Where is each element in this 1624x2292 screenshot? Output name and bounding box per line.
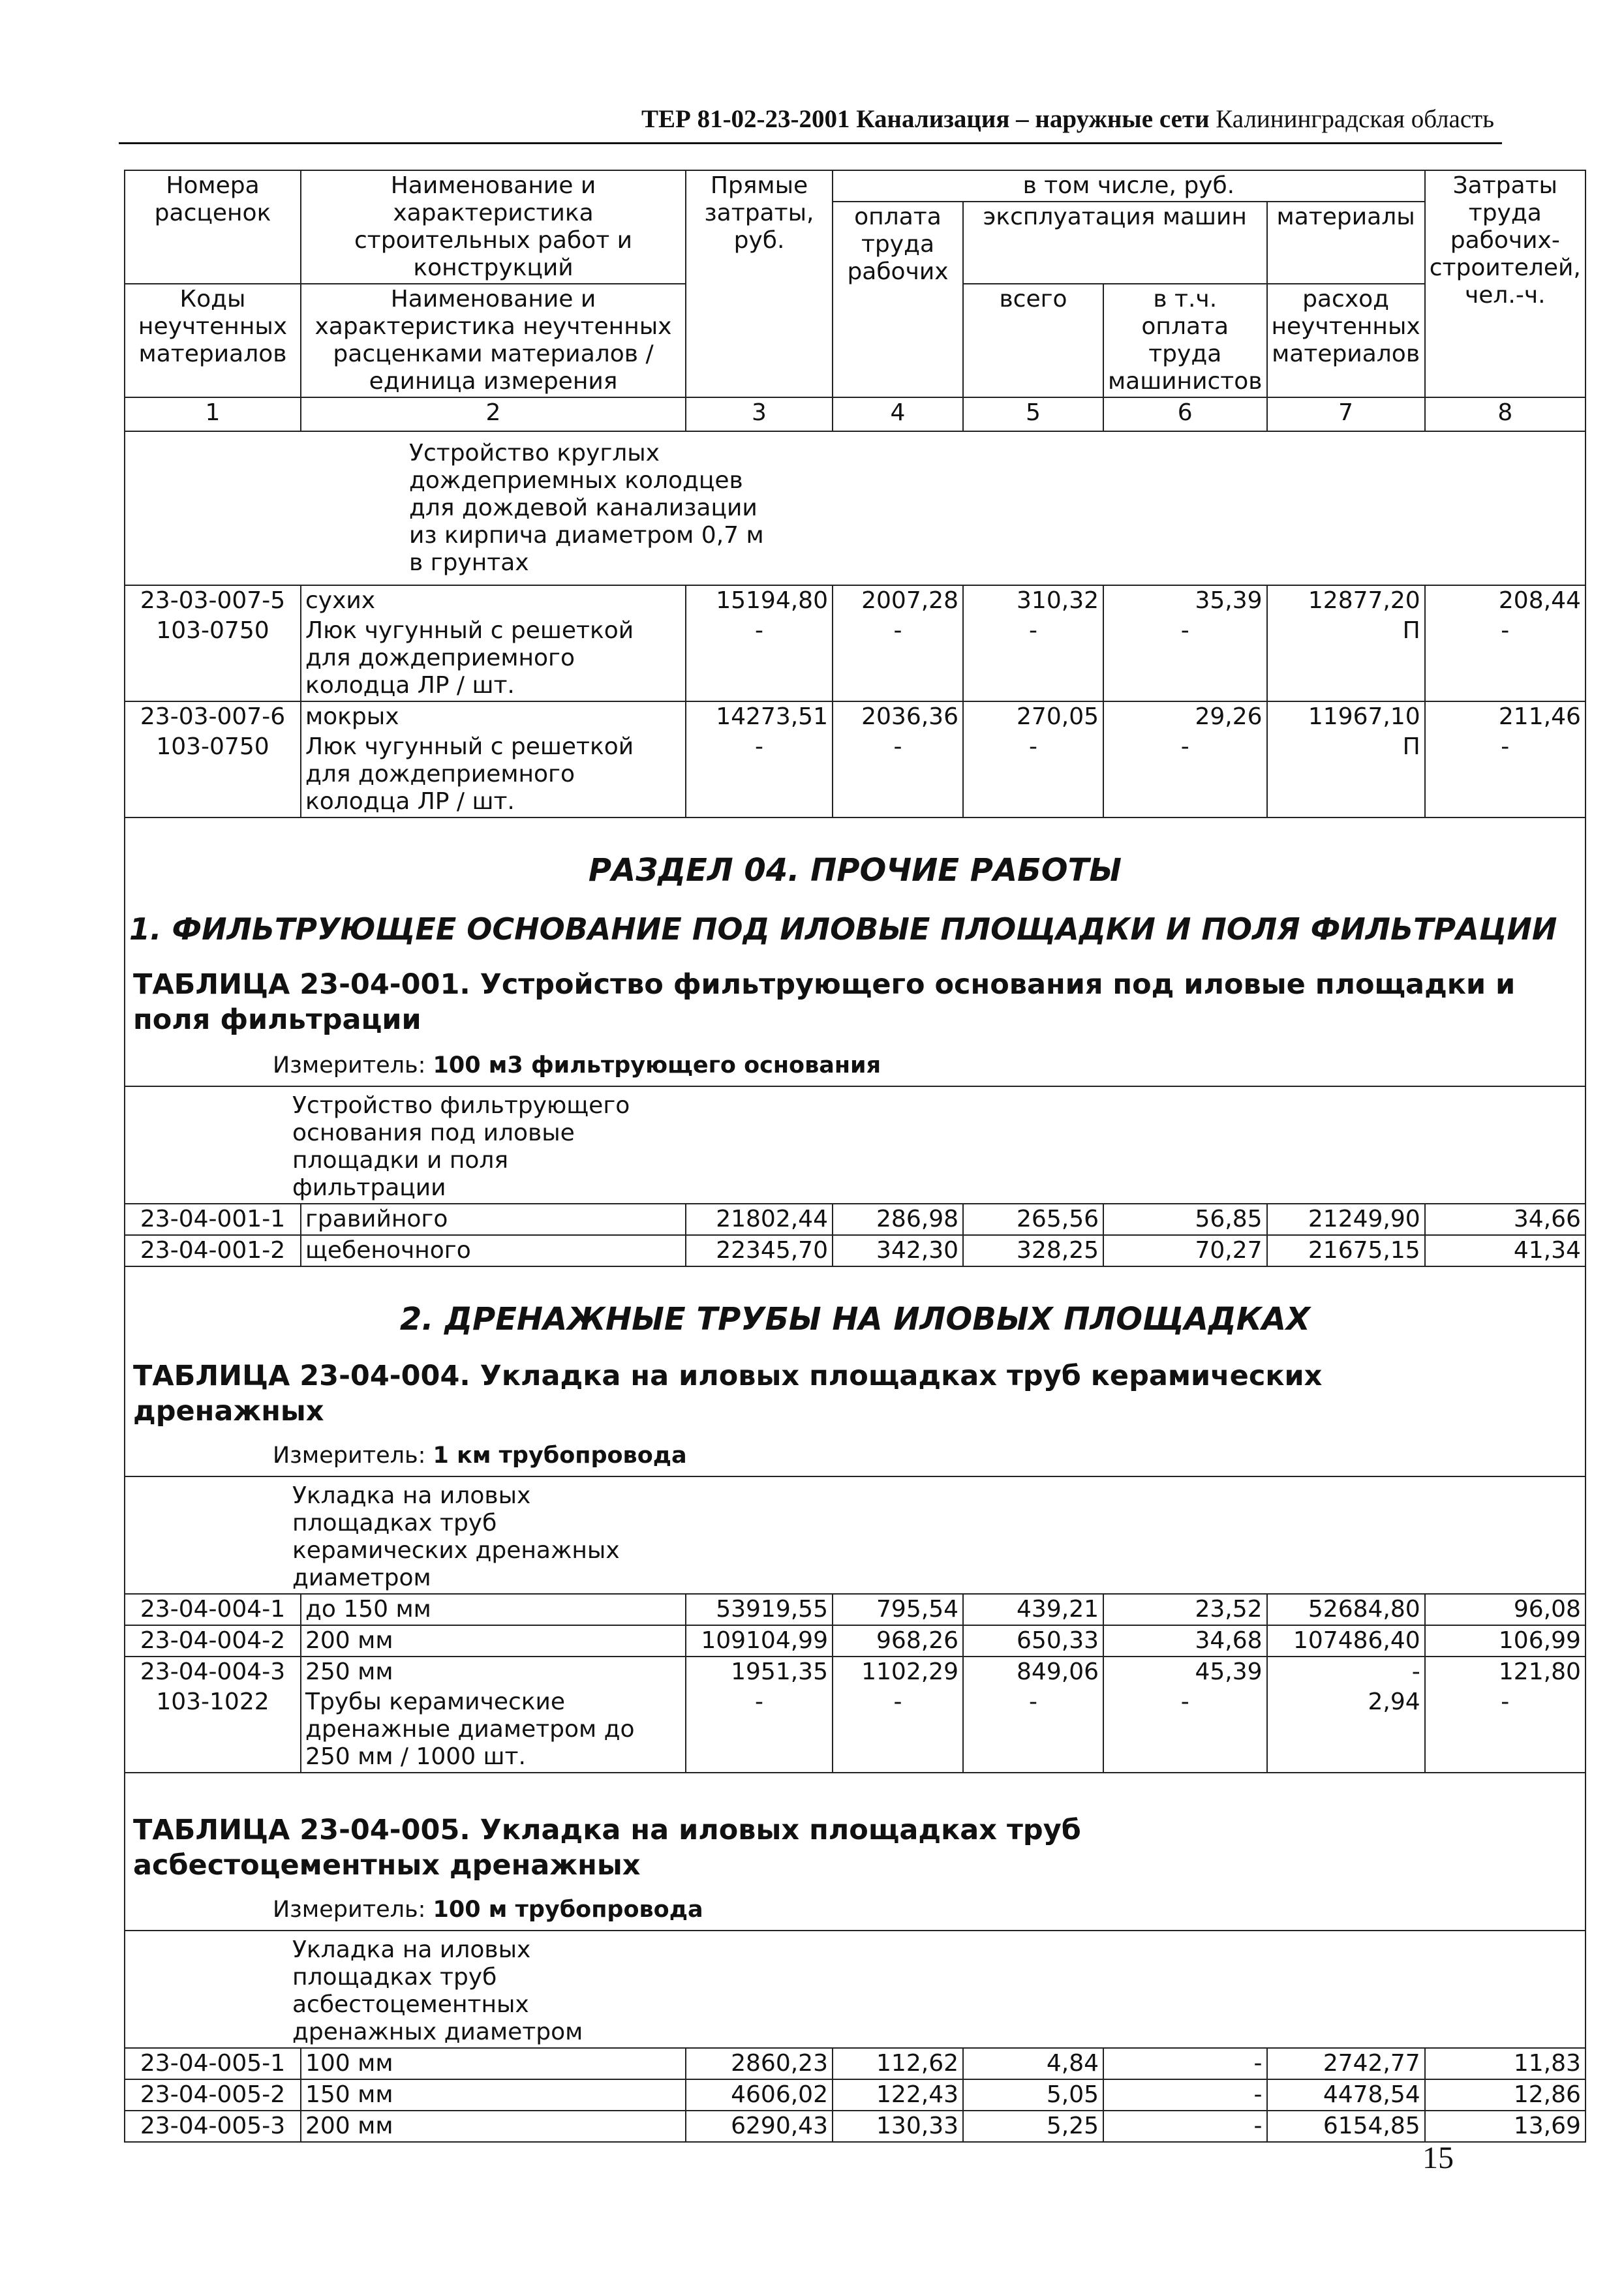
value: 56,85 [1103,1204,1267,1235]
value: 14273,51 [686,701,833,732]
table-description: Укладка на иловых площадках труб керамических дренажных диаметром [292,1482,620,1591]
rate-name: 250 мм [301,1657,686,1687]
value: П [1267,616,1425,701]
value: 41,34 [1425,1235,1586,1266]
section-block [125,1266,1586,1476]
value: 12877,20 [1267,585,1425,616]
col-num: 3 [686,397,833,431]
rate-code: 23-03-007-6 [125,701,301,732]
rate-code: 23-04-004-3 [125,1657,301,1687]
value: 5,25 [963,2111,1103,2142]
col-num: 7 [1267,397,1425,431]
value: 310,32 [963,585,1103,616]
value: - [963,732,1103,817]
section-block [125,817,1586,1086]
rate-name: до 150 мм [301,1594,686,1625]
col-num: 8 [1425,397,1586,431]
table-row [125,1625,1586,1657]
value: 70,27 [1103,1235,1267,1266]
value: 4,84 [963,2048,1103,2079]
measure-label: Измеритель: [273,1897,426,1923]
value: 2742,77 [1267,2048,1425,2079]
col-num: 4 [833,397,963,431]
rate-code: 23-03-007-5 [125,585,301,616]
table-title: ТАБЛИЦА 23-04-004. Укладка на иловых площадках труб керамических дренажных [133,1360,1323,1428]
rate-name: 150 мм [301,2079,686,2111]
table-row [125,585,1586,616]
value: 34,66 [1425,1204,1586,1235]
table-row [125,701,1586,732]
value: 2860,23 [686,2048,833,2079]
table-row [125,2079,1586,2111]
material-name: Люк чугунный с решеткой для дождеприемного колодца ЛР / шт. [301,616,686,701]
value: 45,39 [1103,1657,1267,1687]
value: 21675,15 [1267,1235,1425,1266]
table-row [125,2111,1586,2142]
material-code: 103-0750 [125,732,301,817]
running-header [124,104,1494,144]
value: - [1103,2111,1267,2142]
rate-code: 23-04-001-1 [125,1204,301,1235]
rates-table [124,170,1586,2143]
rate-name: 200 мм [301,1625,686,1657]
value: - [686,1687,833,1773]
value: П [1267,732,1425,817]
value: - [1425,616,1586,701]
section-block [125,1773,1586,1931]
value: 96,08 [1425,1594,1586,1625]
rate-name: щебеночного [301,1235,686,1266]
value: 4606,02 [686,2079,833,2111]
value: 270,05 [963,701,1103,732]
col-num: 6 [1103,397,1267,431]
table-row [125,1235,1586,1266]
column-numbers-row [125,397,1586,431]
value: - [686,616,833,701]
value: - [1425,1687,1586,1773]
doc-code: ТЕР 81-02-23-2001 [641,105,850,133]
col-labor-costs: Затраты труда рабочих-строителей, чел.-ч. [1425,170,1586,397]
material-code: 103-1022 [125,1687,301,1773]
value: 130,33 [833,2111,963,2142]
value: 208,44 [1425,585,1586,616]
col-machine-total: всего [963,284,1103,397]
value: 121,80 [1425,1657,1586,1687]
header-row-1 [125,170,1586,202]
col-direct-costs: Прямые затраты, руб. [686,170,833,397]
rate-code: 23-04-005-1 [125,2048,301,2079]
col-including: в том числе, руб. [833,170,1425,202]
rate-code: 23-04-004-1 [125,1594,301,1625]
col-material-codes: Коды неучтенных материалов [125,284,301,397]
value: 6290,43 [686,2111,833,2142]
rate-code: 23-04-005-3 [125,2111,301,2142]
value: - [833,732,963,817]
rate-name: 200 мм [301,2111,686,2142]
value: 11,83 [1425,2048,1586,2079]
value: - [1103,732,1267,817]
doc-region: Калининградская область [1216,105,1494,133]
value: 35,39 [1103,585,1267,616]
value: - [1267,1657,1425,1687]
measure-line [129,1896,1581,1923]
value: 2,94 [1267,1687,1425,1773]
value: 106,99 [1425,1625,1586,1657]
header-rule [119,142,1502,144]
value: - [833,1687,963,1773]
value: 11967,10 [1267,701,1425,732]
value: 12,86 [1425,2079,1586,2111]
table-row [125,2048,1586,2079]
value: 650,33 [963,1625,1103,1657]
col-rate-numbers: Номера расценок [125,170,301,284]
table-description: Устройство фильтрующего основания под иловые площадки и поля фильтрации [292,1092,630,1201]
value: 29,26 [1103,701,1267,732]
table-row [125,732,1586,817]
value: - [833,616,963,701]
value: 2007,28 [833,585,963,616]
value: - [963,1687,1103,1773]
rate-name: 100 мм [301,2048,686,2079]
value: - [1103,1687,1267,1773]
block1-desc-row [125,431,1586,585]
page-number: 15 [1422,2141,1454,2175]
value: 968,26 [833,1625,963,1657]
table-row [125,1594,1586,1625]
rate-name: сухих [301,585,686,616]
value: 849,06 [963,1657,1103,1687]
table-title: ТАБЛИЦА 23-04-001. Устройство фильтрующего основания под иловые площадки и поля фильтрации [133,968,1516,1036]
value: - [1103,2079,1267,2111]
measure-value: 100 м трубопровода [433,1897,703,1923]
block1-description: Устройство круглых дождеприемных колодцев для дождевой канализации из кирпича диаметром 0,7 м в грунтах [409,440,764,576]
col-material-consumption: расход неучтенных материалов [1267,284,1425,397]
value: 286,98 [833,1204,963,1235]
col-material-name: Наименование и характеристика неучтенных расценками материалов / единица измерения [301,284,686,397]
desc-row [125,1476,1586,1594]
value: - [1103,2048,1267,2079]
table-row [125,616,1586,701]
value: 15194,80 [686,585,833,616]
subsection-title: 1. ФИЛЬТРУЮЩЕЕ ОСНОВАНИЕ ПОД ИЛОВЫЕ ПЛОЩАДКИ И ПОЛЯ ФИЛЬТРАЦИИ [129,911,1557,947]
value: 1102,29 [833,1657,963,1687]
desc-row [125,1931,1586,2048]
table-row [125,1204,1586,1235]
value: - [963,616,1103,701]
value: 13,69 [1425,2111,1586,2142]
value: 1951,35 [686,1657,833,1687]
value: 122,43 [833,2079,963,2111]
col-machinist-pay: в т.ч. оплата труда машинистов [1103,284,1267,397]
rate-code: 23-04-004-2 [125,1625,301,1657]
doc-title: Канализация – наружные сети [856,105,1210,133]
col-worker-pay: оплата труда рабочих [833,202,963,397]
value: 328,25 [963,1235,1103,1266]
value: 23,52 [1103,1594,1267,1625]
value: 21802,44 [686,1204,833,1235]
value: 21249,90 [1267,1204,1425,1235]
value: 6154,85 [1267,2111,1425,2142]
value: 439,21 [963,1594,1103,1625]
rate-code: 23-04-001-2 [125,1235,301,1266]
value: 5,05 [963,2079,1103,2111]
section-title: РАЗДЕЛ 04. ПРОЧИЕ РАБОТЫ [588,852,1122,889]
measure-label: Измеритель: [273,1443,426,1469]
value: - [1103,616,1267,701]
col-work-name: Наименование и характеристика строительных работ и конструкций [301,170,686,284]
value: 107486,40 [1267,1625,1425,1657]
material-name: Люк чугунный с решеткой для дождеприемного колодца ЛР / шт. [301,732,686,817]
measure-value: 1 км трубопровода [433,1443,687,1469]
value: 109104,99 [686,1625,833,1657]
value: 2036,36 [833,701,963,732]
value: 22345,70 [686,1235,833,1266]
measure-value: 100 м3 фильтрующего основания [433,1052,881,1078]
col-machine-operation: эксплуатация машин [963,202,1267,284]
col-num: 2 [301,397,686,431]
material-code: 103-0750 [125,616,301,701]
rate-name: гравийного [301,1204,686,1235]
subsection-title: 2. ДРЕНАЖНЫЕ ТРУБЫ НА ИЛОВЫХ ПЛОЩАДКАХ [399,1301,1311,1337]
table-row [125,1657,1586,1687]
value: 4478,54 [1267,2079,1425,2111]
value: 52684,80 [1267,1594,1425,1625]
measure-line [129,1052,1581,1079]
desc-row [125,1086,1586,1204]
col-num: 5 [963,397,1103,431]
value: 211,46 [1425,701,1586,732]
measure-label: Измеритель: [273,1052,426,1078]
material-name: Трубы керамические дренажные диаметром до 250 мм / 1000 шт. [301,1687,686,1773]
rate-code: 23-04-005-2 [125,2079,301,2111]
value: 342,30 [833,1235,963,1266]
col-num: 1 [125,397,301,431]
value: 265,56 [963,1204,1103,1235]
value: - [1425,732,1586,817]
table-description: Укладка на иловых площадках труб асбестоцементных дренажных диаметром [292,1936,583,2045]
value: 34,68 [1103,1625,1267,1657]
measure-line [129,1442,1581,1469]
value: 795,54 [833,1594,963,1625]
table-row [125,1687,1586,1773]
col-materials: материалы [1267,202,1425,284]
table-title: ТАБЛИЦА 23-04-005. Укладка на иловых площадках труб асбестоцементных дренажных [133,1814,1081,1882]
value: - [686,732,833,817]
value: 53919,55 [686,1594,833,1625]
value: 112,62 [833,2048,963,2079]
rate-name: мокрых [301,701,686,732]
